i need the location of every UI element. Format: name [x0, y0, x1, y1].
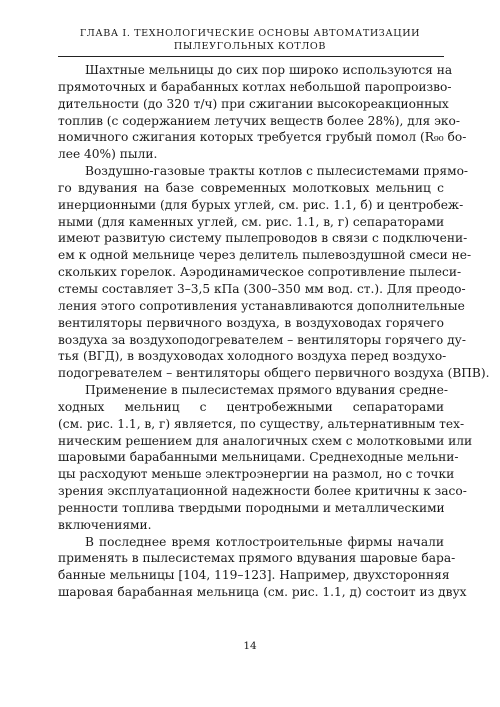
text-line: подогревателем – вентиляторы общего первичного воздуха (ВПВ).	[58, 366, 490, 381]
paragraph	[58, 534, 467, 601]
text-line: воздуха за воздухоподогревателем – вентиляторы горячего ду-	[58, 332, 466, 347]
text-line: го вдувания на базе современных молотковых мельниц с	[58, 180, 444, 195]
paragraph	[58, 382, 473, 534]
text-line: (см. рис. 1.1, в, г) является, по существу, альтернативным тех-	[58, 416, 465, 431]
text-line: ходных мельниц с центробежными сепараторами	[58, 399, 444, 414]
text-line: ническим решением для аналогичных схем с молотковыми или	[58, 433, 473, 448]
text-line: Воздушно-газовые тракты котлов с пылесистемами прямо-	[85, 164, 469, 179]
text-line: шаровыми барабанными мельницами. Среднеходные мельни-	[58, 450, 459, 465]
text-line: ления этого сопротивления устанавливаются дополнительные	[58, 298, 465, 313]
text-line: инерционными (для бурых углей, см. рис. 1.1, б) и центробеж-	[58, 197, 464, 212]
text-line: применять в пылесистемах прямого вдувания шаровые бара-	[58, 551, 456, 566]
text-line: стемы составляет 3–3,5 кПа (300–350 мм вод. ст.). Для преодо-	[58, 281, 466, 296]
text-line: прямоточных и барабанных котлах небольшой паропроизво-	[58, 79, 452, 94]
text-line: ренности топлива твердыми породными и металлическими	[58, 500, 445, 515]
text-line: лее 40%) пыли.	[58, 147, 158, 162]
running-header-line-1: ГЛАВА I. ТЕХНОЛОГИЧЕСКИЕ ОСНОВЫ АВТОМАТИЗАЦИИ	[79, 28, 421, 39]
text-line: тья (ВГД), в воздуховодах холодного воздуха перед воздухо-	[58, 349, 447, 364]
text-line: включениями.	[58, 517, 152, 532]
text-line: ными (для каменных углей, см. рис. 1.1, в, г) сепараторами	[58, 214, 445, 229]
page-number: 14	[243, 640, 257, 652]
text-line: топлив (с содержанием летучих веществ более 28%), для эко-	[58, 113, 460, 128]
running-header-line-2: ПЫЛЕУГОЛЬНЫХ КОТЛОВ	[173, 41, 327, 52]
text-line: цы расходуют меньше электроэнергии на размол, но с точки	[58, 467, 455, 482]
text-line: ем к одной мельнице через делитель пылевоздушной смеси не-	[58, 248, 472, 263]
text-line: имеют развитую систему пылепроводов в связи с подключени-	[58, 231, 468, 246]
text-line: дительности (до 320 т/ч) при сжигании высокореакционных	[58, 96, 449, 111]
text-line: номичного сжигания которых требуется грубый помол (R₉₀ бо-	[58, 130, 467, 145]
header-divider	[58, 56, 444, 57]
running-header	[60, 27, 440, 53]
text-line: Применение в пылесистемах прямого вдувания средне-	[85, 383, 448, 398]
text-line: В последнее время котлостроительные фирмы начали	[85, 534, 444, 549]
paragraph	[58, 62, 467, 163]
text-line: зрения эксплуатационной надежности более критичны к засо-	[58, 484, 467, 499]
body-text	[58, 62, 490, 601]
text-line: Шахтные мельницы до сих пор широко используются на	[85, 63, 453, 77]
paragraph	[58, 163, 490, 382]
text-line: скольких горелок. Аэродинамическое сопротивление пылеси-	[58, 265, 462, 280]
text-line: шаровая барабанная мельница (см. рис. 1.1, д) состоит из двух	[58, 585, 467, 600]
text-line: банные мельницы [104, 119–123]. Например, двухсторонняя	[58, 568, 450, 583]
text-line: вентиляторы первичного воздуха, в воздуховодах горячего	[58, 315, 444, 330]
